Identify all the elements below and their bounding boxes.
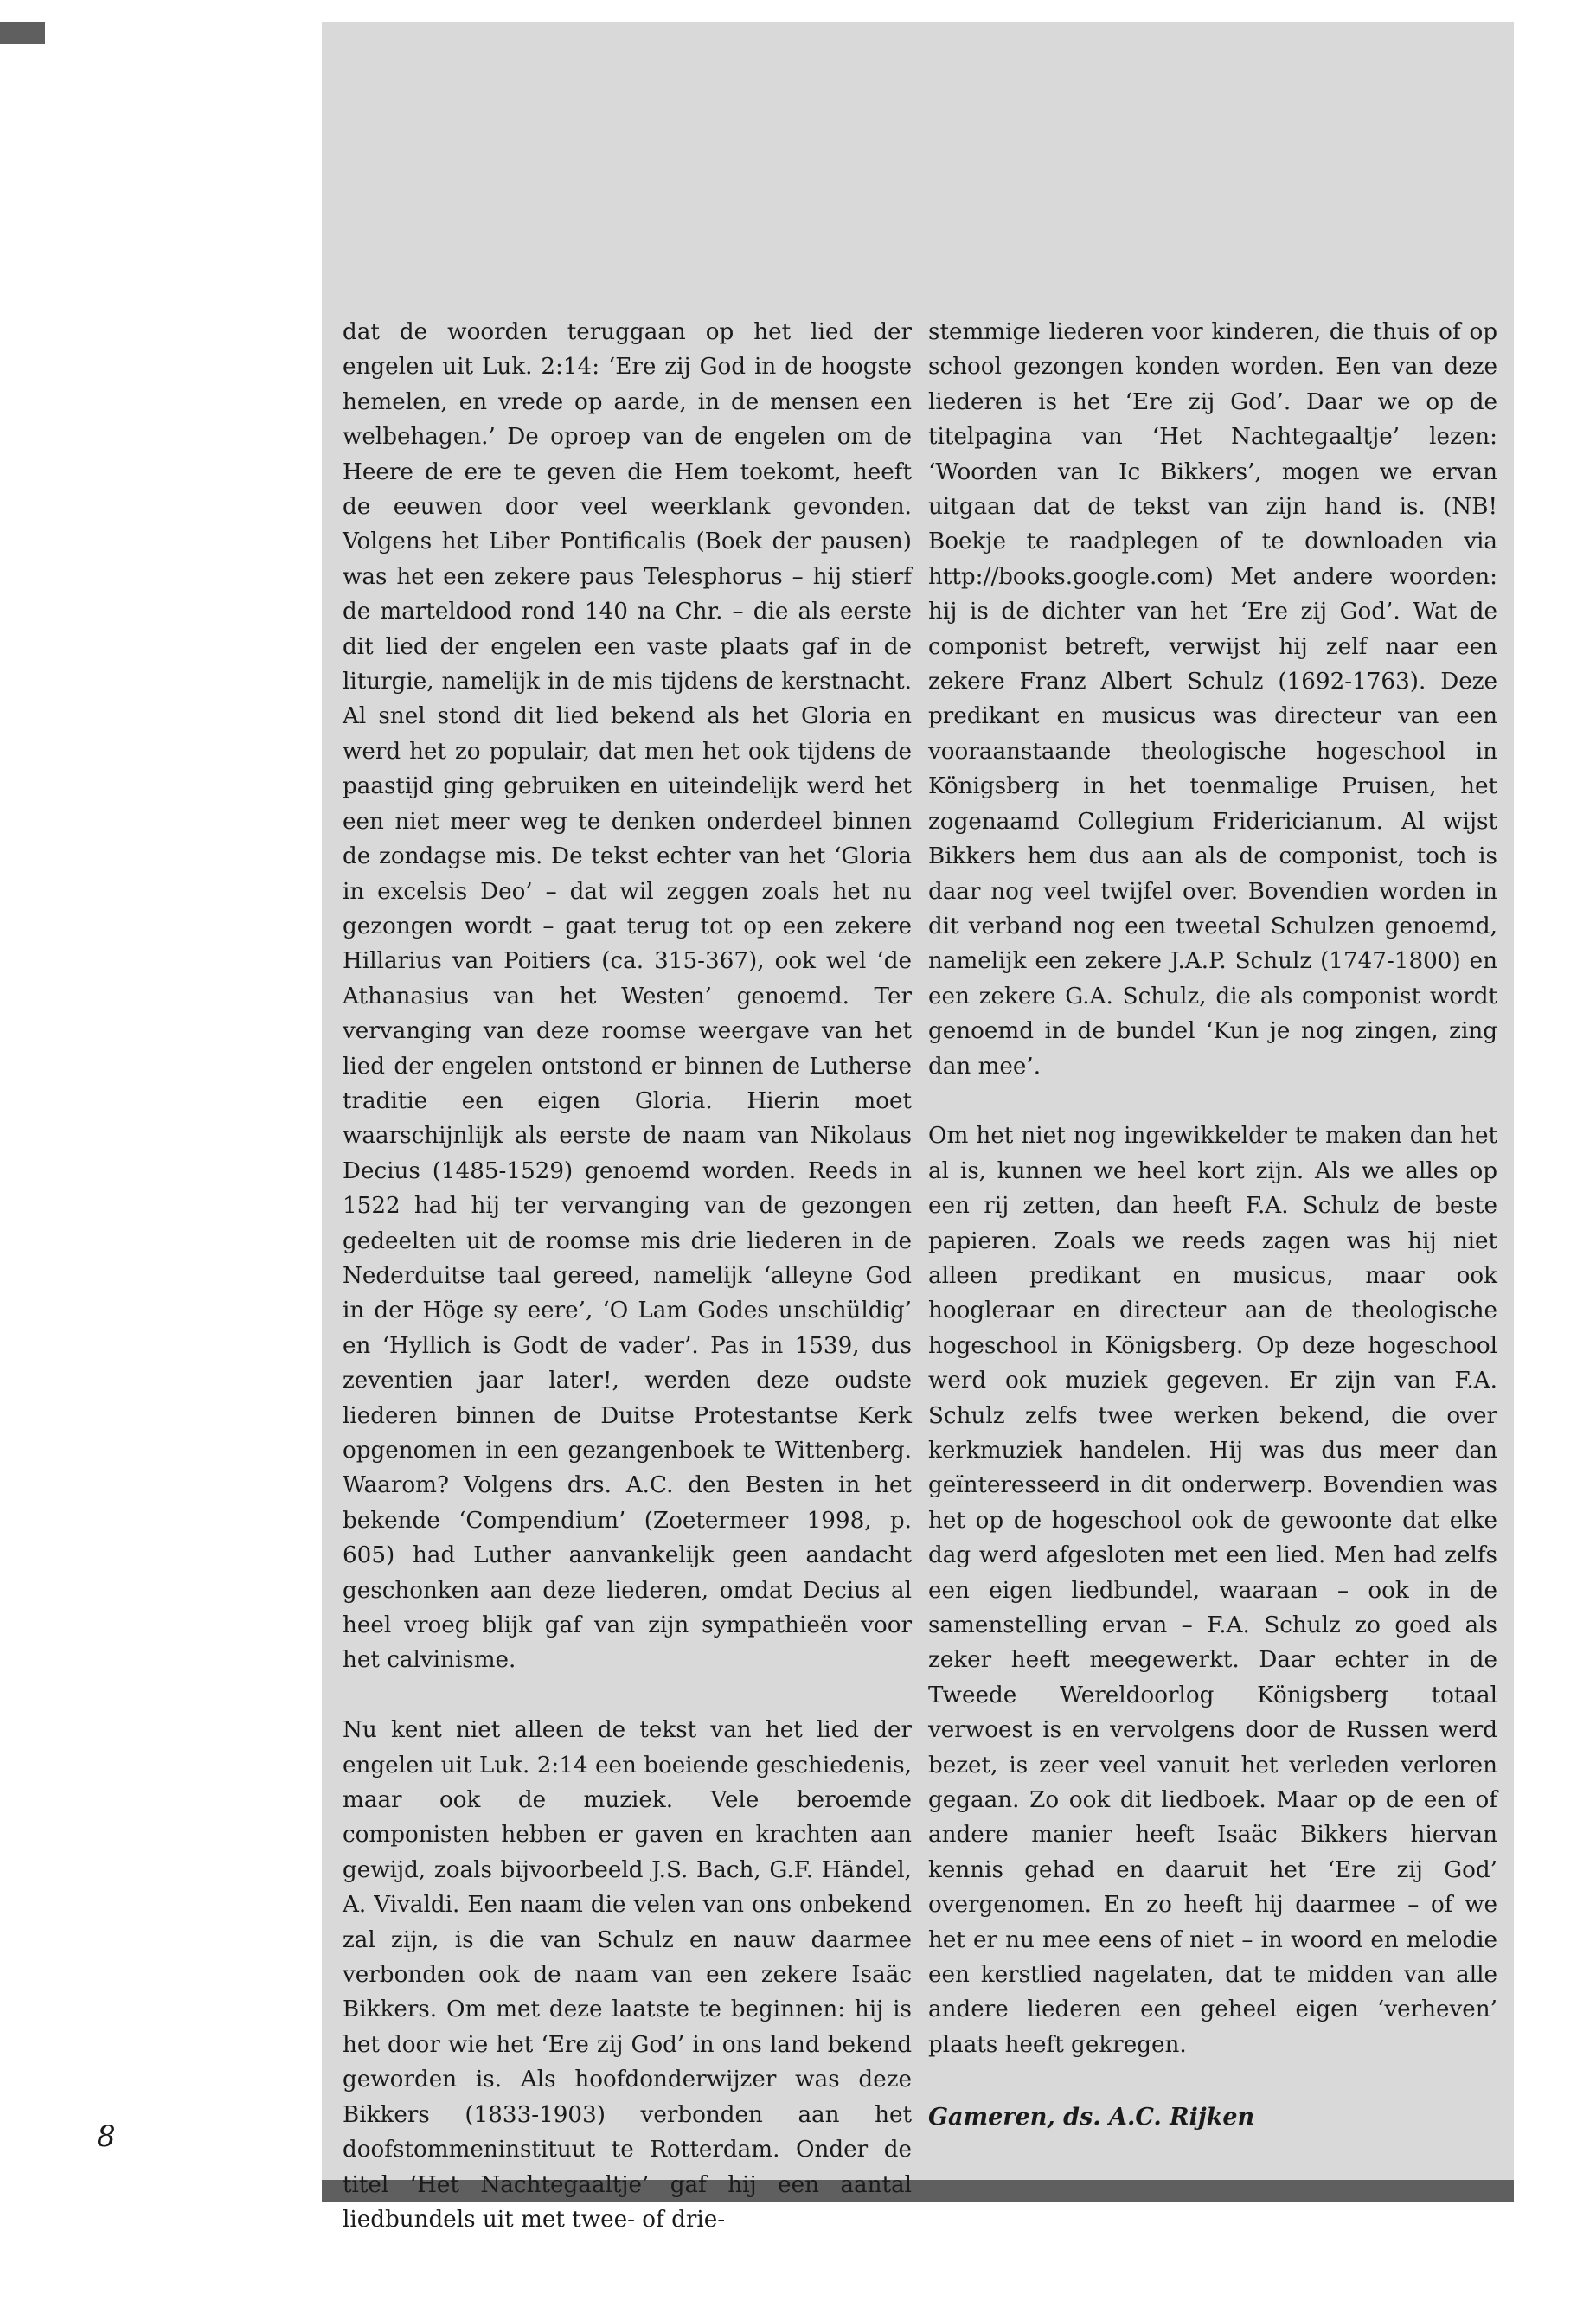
article-left-column [343,315,912,2237]
article-right-column [928,315,1497,2062]
paragraph-right-1: stemmige liederen voor kinderen, die thuis of op school gezongen konden worden. Een van deze liederen is het ‘Ere zij God’. Daar we op de titelpagina van ‘Het Nachtegaaltje’ lezen: ‘Woorden van Ic Bikkers’, mogen we ervan uitgaan dat de tekst van zijn hand is. (NB! Boekje te raadplegen of te downloaden via http://books.google.com) Met andere woorden: hij is de dichter van het ‘Ere zij God’. Wat de componist betreft, verwijst hij zelf naar een zekere Franz Albert Schulz (1692-1763). Deze predikant en musicus was directeur van een vooraanstaande theologische hogeschool in Königsberg in het toenmalige Pruisen, het zogenaamd Collegium Fridericianum. Al wijst Bikkers hem dus aan als de componist, toch is daar nog veel twijfel over. Bovendien worden in dit verband nog een tweetal Schulzen genoemd, namelijk een zekere J.A.P. Schulz (1747-1800) en een zekere G.A. Schulz, die als componist wordt genoemd in de bundel ‘Kun je nog zingen, zing dan mee’. [928,319,1497,1080]
paragraph-left-1: dat de woorden teruggaan op het lied der engelen uit Luk. 2:14: ‘Ere zij God in de hoogste hemelen, en vrede op aarde, in de mensen een welbehagen.’ De oproep van de engelen om de Heere de ere te geven die Hem toekomt, heeft de eeuwen door veel weerklank gevonden. Volgens het Liber Pontificalis (Boek der pausen) was het een zekere paus Telesphorus – hij stierf de marteldood rond 140 na Chr. – die als eerste dit lied der engelen een vaste plaats gaf in de liturgie, namelijk in de mis tijdens de kerstnacht. Al snel stond dit lied bekend als het Gloria en werd het zo populair, dat men het ook tijdens de paastijd ging gebruiken en uiteindelijk werd het een niet meer weg te denken onderdeel binnen de zondagse mis. De tekst echter van het ‘Gloria in excelsis Deo’ – dat wil zeggen zoals het nu gezongen wordt – gaat terug tot op een zekere Hillarius van Poitiers (ca. 315-367), ook wel ‘de Athanasius van het Westen’ genoemd. Ter vervanging van deze roomse weergave van het lied der engelen ontstond er binnen de Lutherse traditie een eigen Gloria. Hierin moet waarschijnlijk als eerste de naam van Nikolaus Decius (1485-1529) genoemd worden. Reeds in 1522 had hij ter vervanging van de gezongen gedeelten uit de roomse mis drie liederen in de Nederduitse taal gereed, namelijk ‘alleyne God in der Höge sy eere’, ‘O Lam Godes unschüldig’ en ‘Hyllich is Godt de vader’. Pas in 1539, dus zeventien jaar later!, werden deze oudste liederen binnen de Duitse Protestantse Kerk opgenomen in een gezangenboek te Wittenberg. Waarom? Volgens drs. A.C. den Besten in het bekende ‘Compendium’ (Zoetermeer 1998, p. 605) had Luther aanvankelijk geen aandacht geschonken aan deze liederen, omdat Decius al heel vroeg blijk gaf van zijn sympathieën voor het calvinisme. [343,319,912,1674]
paragraph-left-2: Nu kent niet alleen de tekst van het lied der engelen uit Luk. 2:14 een boeiende geschiedenis, maar ook de muziek. Vele beroemde componisten hebben er gaven en krachten aan gewijd, zoals bijvoorbeeld J.S. Bach, G.F. Händel, A. Vivaldi. Een naam die velen van ons onbekend zal zijn, is die van Schulz en nauw daarmee verbonden ook de naam van een zekere Isaäc Bikkers. Om met deze laatste te beginnen: hij is het door wie het ‘Ere zij God’ in ons land bekend geworden is. Als hoofdonderwijzer was deze Bikkers (1833-1903) verbonden aan het doofstommeninstituut te Rotterdam. Onder de titel ‘Het Nachtegaaltje’ gaf hij een aantal liedbundels uit met twee- of drie- [343,1717,912,2233]
corner-tab-mark [0,22,45,44]
paragraph-right-2: Om het niet nog ingewikkelder te maken dan het al is, kunnen we heel kort zijn. Als we alles op een rij zetten, dan heeft F.A. Schulz de beste papieren. Zoals we reeds zagen was hij niet alleen predikant en musicus, maar ook hoogleraar en directeur aan de theologische hogeschool in Königsberg. Op deze hogeschool werd ook muziek gegeven. Er zijn van F.A. Schulz zelfs twee werken bekend, die over kerkmuziek handelen. Hij was dus meer dan geïnteresseerd in dit onderwerp. Bovendien was het op de hogeschool ook de gewoonte dat elke dag werd afgesloten met een lied. Men had zelfs een eigen liedbundel, waaraan – ook in de samenstelling ervan – F.A. Schulz zo goed als zeker heeft meegewerkt. Daar echter in de Tweede Wereldoorlog Königsberg totaal verwoest is en vervolgens door de Russen werd bezet, is zeer veel vanuit het verleden verloren gegaan. Zo ook dit liedboek. Maar op de een of andere manier heeft Isaäc Bikkers hiervan kennis gehad en daaruit het ‘Ere zij God’ overgenomen. En zo heeft hij daarmee – of we het er nu mee eens of niet – in woord en melodie een kerstlied nagelaten, dat te midden van alle andere liederen een geheel eigen ‘verheven’ plaats heeft gekregen. [928,1123,1497,2058]
author-signature: Gameren, ds. A.C. Rijken [928,2104,1255,2131]
page-number: 8 [97,2119,116,2154]
